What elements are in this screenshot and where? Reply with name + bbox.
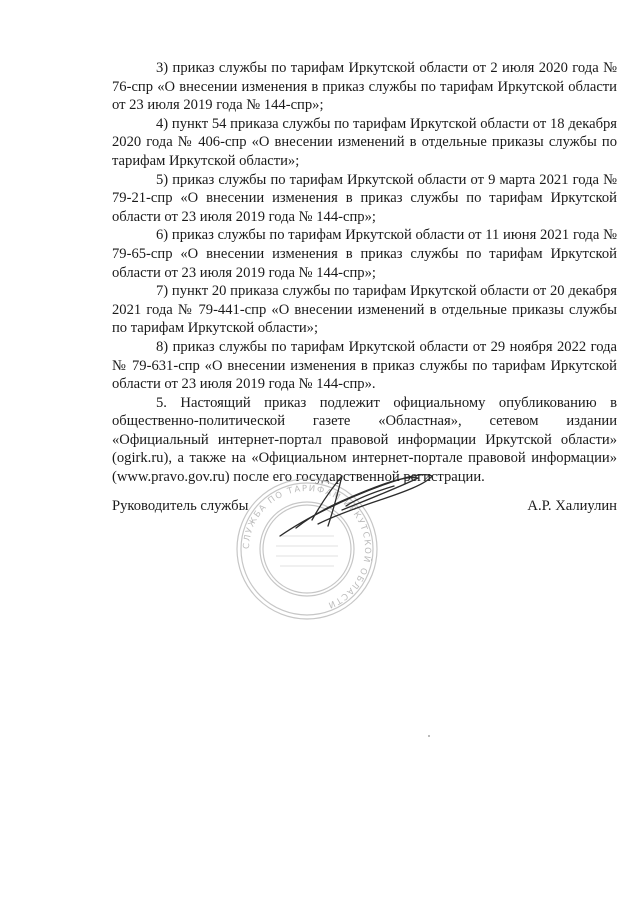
document-body	[112, 59, 617, 487]
list-item-8: 8) приказ службы по тарифам Иркутской области от 29 ноября 2022 года № 79-631-спр «О внесении изменения в приказ службы по тарифам Иркутской области от 23 июля 2019 года № 144-спр».	[112, 338, 617, 393]
list-item-4: 4) пункт 54 приказа службы по тарифам Иркутской области от 18 декабря 2020 года № 406-спр «О внесении изменений в отдельные приказы службы по тарифам Иркутской области»;	[112, 115, 617, 169]
list-item-7: 7) пункт 20 приказа службы по тарифам Иркутской области от 20 декабря 2021 года № 79-441-спр «О внесении изменений в отдельные приказы службы по тарифам Иркутской области»;	[112, 283, 617, 337]
stamp-ring-text: СЛУЖБА ПО ТАРИФАМ ИРКУТСКОЙ ОБЛАСТИ	[241, 483, 373, 611]
list-item-5: 5) приказ службы по тарифам Иркутской области от 9 марта 2021 года № 79-21-спр «О внесении изменения в приказ службы по тарифам Иркутской области от 23 июля 2019 года № 144-спр»;	[112, 171, 617, 225]
signature-row	[112, 497, 617, 519]
list-item-3: 3) приказ службы по тарифам Иркутской области от 2 июля 2020 года № 76-спр «О внесении изменения в приказ службы по тарифам Иркутской области от 23 июля 2019 года № 144-спр»;	[112, 60, 617, 114]
signatory-position: Руководитель службы	[112, 498, 249, 514]
list-item-6: 6) приказ службы по тарифам Иркутской области от 11 июня 2021 года № 79-65-спр «О внесении изменения в приказ службы по тарифам Иркутской области от 23 июля 2019 года № 144-спр»;	[112, 227, 617, 281]
scan-speck	[428, 735, 430, 737]
publication-clause: 5. Настоящий приказ подлежит официальному опубликованию в общественно-политической газете «Областная», сетевом издании «Официальный интернет-портал правовой информации Иркутской области» (ogirk.ru), а также на «Официальном интернет-портале правовой информации» (www.pravo.gov.ru) после его государственной регистрации.	[112, 394, 617, 486]
signatory-name: А.Р. Халиулин	[527, 498, 617, 514]
